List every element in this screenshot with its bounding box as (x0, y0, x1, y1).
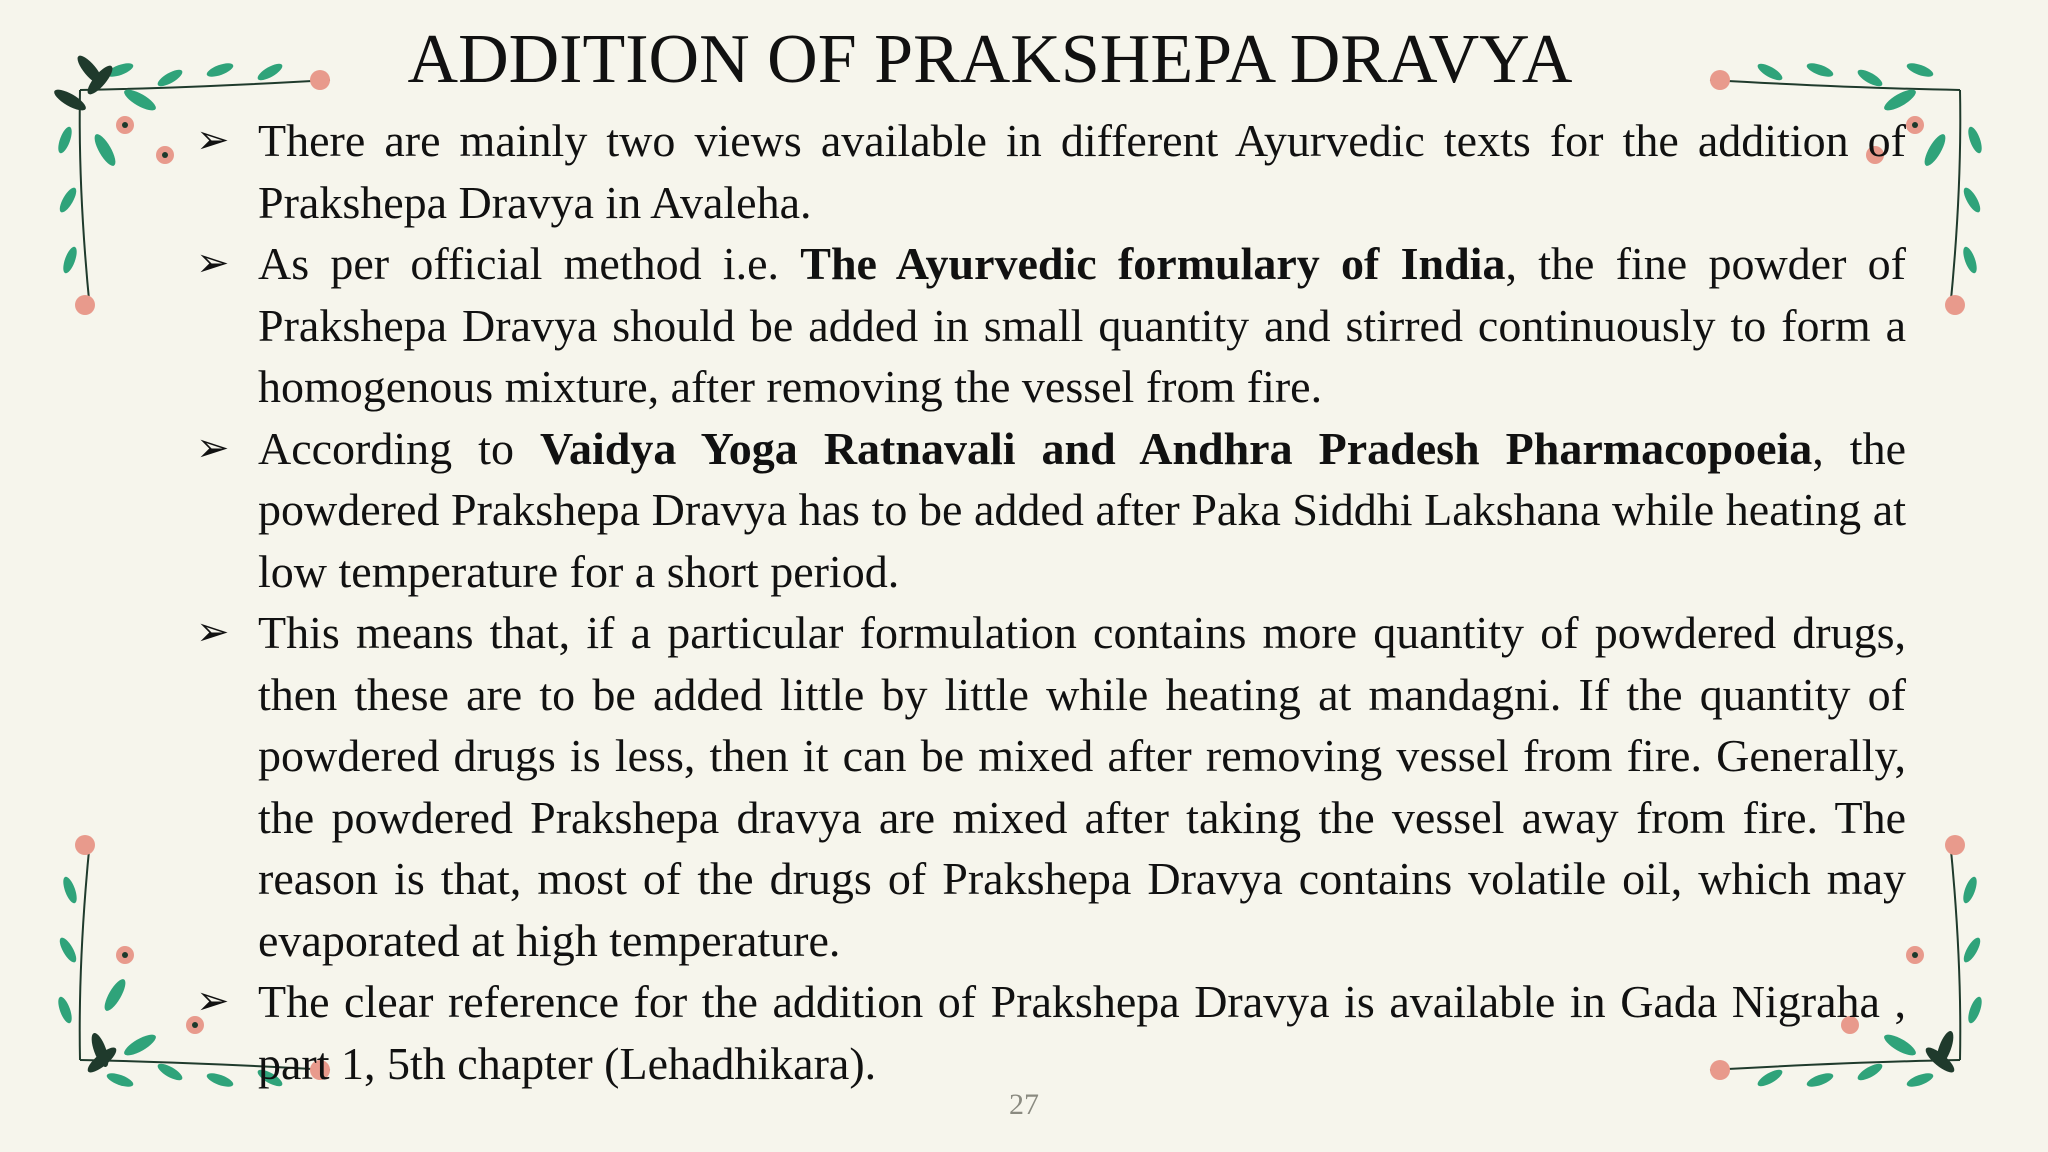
slide-title: ADDITION OF PRAKSHEPA DRAVYA (407, 21, 1573, 98)
bullet-text: There are mainly two views available in different Ayurvedic texts for the addition of Prakshepa Dravya in Avaleha. (258, 115, 1906, 228)
arrowhead-bullet-icon: ➢ (196, 240, 230, 286)
bullet-text: The clear reference for the addition of Prakshepa Dravya is available in Gada Nigraha , part 1, 5th chapter (Lehadhikara). (258, 976, 1906, 1089)
bullet-text-continued: , the powdered Prakshepa Dravya has to be added after Paka Siddhi Lakshana while heating at low temperature for a short period. (258, 422, 1906, 597)
bullet-item (196, 418, 1906, 603)
bullet-item (196, 971, 1906, 1094)
bullet-item (196, 110, 1906, 233)
bullet-list (196, 110, 1906, 1094)
bullet-text: This means that, if a particular formulation contains more quantity of powdered drugs, then these are to be added little by little while heating at mandagni. If the quantity of powdered drugs is less, then it can be mixed after removing vessel from fire. Generally, the powdered Prakshepa dravya are mixed after taking the vessel away from fire. The reason is that, most of the drugs of Prakshepa Dravya contains volatile oil, which may evaporated at high temperature. (258, 607, 1906, 966)
arrowhead-bullet-icon: ➢ (196, 117, 230, 163)
page-number: 27 (1009, 1088, 1039, 1121)
bullet-bold-reference: The Ayurvedic formulary of India (800, 238, 1506, 289)
bullet-item (196, 233, 1906, 418)
arrowhead-bullet-icon: ➢ (196, 609, 230, 655)
bullet-text: According to (258, 422, 540, 474)
bullet-item (196, 602, 1906, 971)
arrowhead-bullet-icon: ➢ (196, 978, 230, 1024)
bullet-text: As per official method i.e. (258, 238, 801, 289)
bullet-text-continued: , the fine powder of Prakshepa Dravya should be added in small quantity and stirred continuously to form a homogenous mixture, after removing the vessel from fire. (258, 238, 1906, 412)
arrowhead-bullet-icon: ➢ (196, 424, 230, 471)
bullet-bold-reference: Vaidya Yoga Ratnavali and Andhra Pradesh Pharmacopoeia (540, 422, 1813, 474)
